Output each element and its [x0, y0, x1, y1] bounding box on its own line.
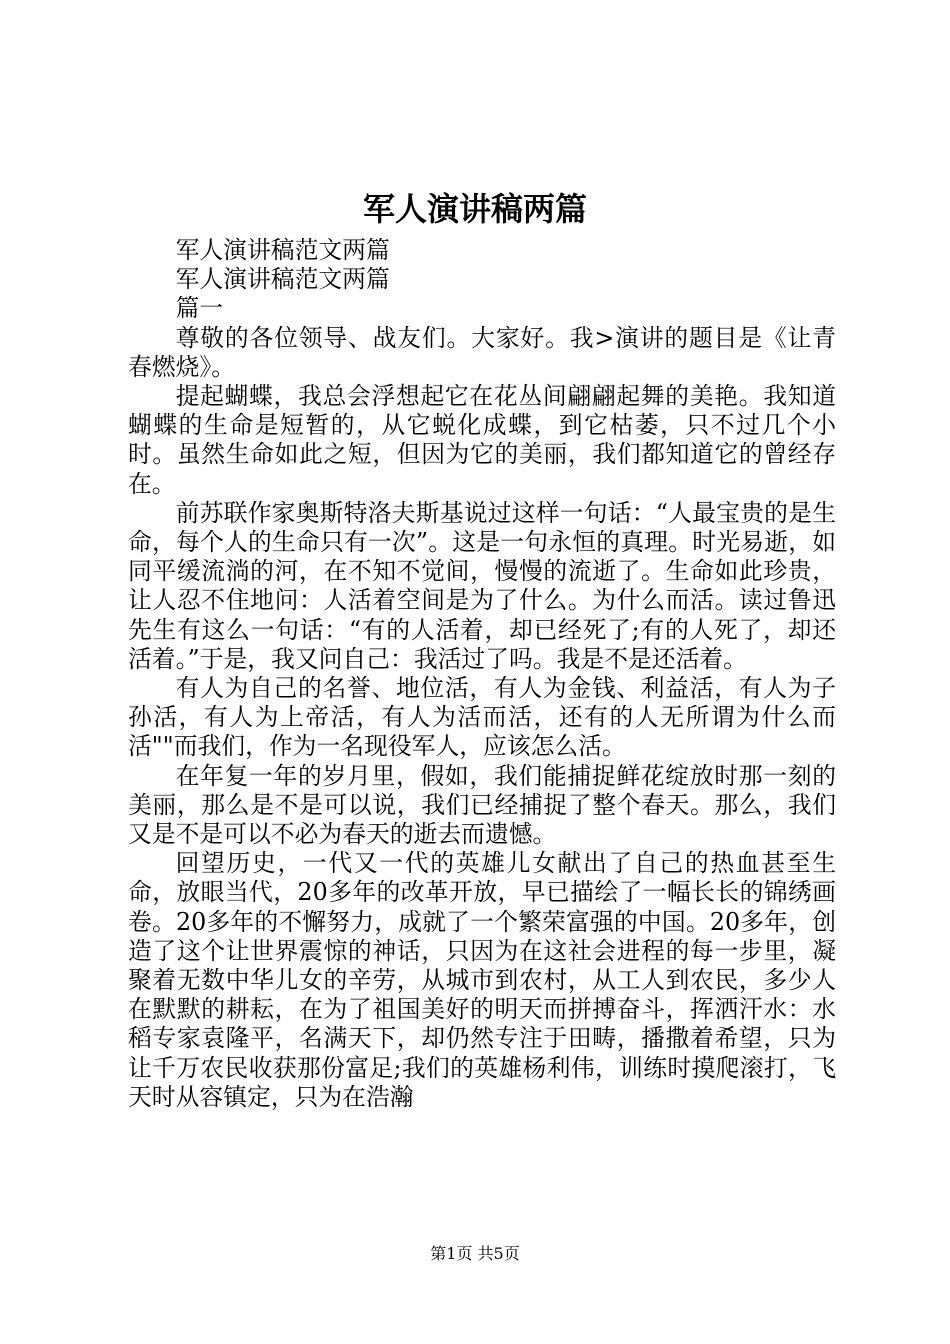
- body-paragraph: 回望历史，一代又一代的英雄儿女献出了自己的热血甚至生命，放眼当代，20多年的改革开放，早已描绘了一幅长长的锦绣画卷。20多年的不懈努力，成就了一个繁荣富强的中国。20多年，创造了这个让世界震惊的神话，只因为在这社会进程的每一步里，凝聚着无数中华儿女的辛劳，从城市到农村，从工人到农民，多少人在默默的耕耘，在为了祖国美好的明天而拼搏奋斗，挥洒汗水：水稻专家袁隆平，名满天下，却仍然专注于田畴，播撒着希望，只为让千万农民收获那份富足;我们的英雄杨利伟，训练时摸爬滚打，飞天时从容镇定，只为在浩瀚: [128, 849, 836, 1111]
- body-paragraph: 提起蝴蝶，我总会浮想起它在花丛间翩翩起舞的美艳。我知道蝴蝶的生命是短暂的，从它蜕化成蝶，到它枯萎，只不过几个小时。虽然生命如此之短，但因为它的美丽，我们都知道它的曾经存在。: [128, 382, 836, 498]
- body-paragraph: 有人为自己的名誉、地位活，有人为金钱、利益活，有人为子孙活，有人为上帝活，有人为活而活，还有的人无所谓为什么而活""而我们，作为一名现役军人，应该怎么活。: [128, 674, 836, 761]
- body-paragraph: 尊敬的各位领导、战友们。大家好。我>演讲的题目是《让青春燃烧》。: [128, 323, 836, 381]
- document-title: 军人演讲稿两篇: [362, 190, 587, 228]
- body-paragraph: 军人演讲稿范文两篇: [175, 265, 390, 294]
- page-number-footer: 第1页 共5页: [430, 1244, 520, 1263]
- body-paragraph: 篇一: [175, 294, 224, 323]
- body-paragraph: 军人演讲稿范文两篇: [175, 236, 390, 264]
- document-body: [128, 236, 836, 1112]
- body-paragraph: 前苏联作家奥斯特洛夫斯基说过这样一句话：“人最宝贵的是生命，每个人的生命只有一次”。这是一句永恒的真理。时光易逝，如同平缓流淌的河，在不知不觉间，慢慢的流逝了。生命如此珍贵，让人忍不住地问：人活着空间是为了什么。为什么而活。读过鲁迅先生有这么一句话：“有的人活着，却已经死了;有的人死了，却还活着。”于是，我又问自己：我活过了吗。我是不是还活着。: [128, 498, 836, 673]
- body-paragraph: 在年复一年的岁月里，假如，我们能捕捉鲜花绽放时那一刻的美丽，那么是不是可以说，我们已经捕捉了整个春天。那么，我们又是不是可以不必为春天的逝去而遗憾。: [128, 761, 836, 849]
